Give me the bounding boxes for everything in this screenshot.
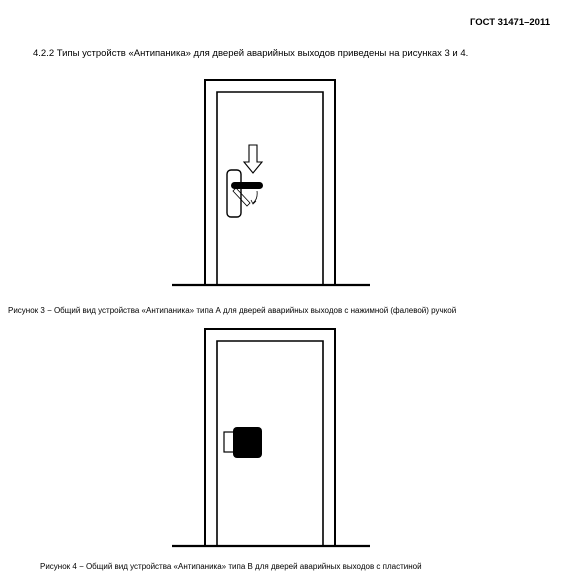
figure-3-door-lever xyxy=(0,70,563,290)
rotation-arrow-icon xyxy=(253,191,257,203)
document-code: ГОСТ 31471–2011 xyxy=(469,17,550,28)
intro-paragraph: 4.2.2 Типы устройств «Антипаника» для дверей аварийных выходов приведены на рисунках 3 и 4. xyxy=(33,48,469,59)
figure-4-caption: Рисунок 4 − Общий вид устройства «Антипаника» типа В для дверей аварийных выходов с пластиной xyxy=(40,562,422,571)
handle-backplate xyxy=(227,170,241,217)
door-frame-outer xyxy=(205,80,335,285)
push-plate xyxy=(233,427,262,458)
figure-3-caption: Рисунок 3 − Общий вид устройства «Антипаника» типа А для дверей аварийных выходов с нажимной (фалевой) ручкой xyxy=(8,306,457,315)
push-down-arrow-icon xyxy=(244,145,262,173)
figure-4-door-plate xyxy=(0,320,563,560)
